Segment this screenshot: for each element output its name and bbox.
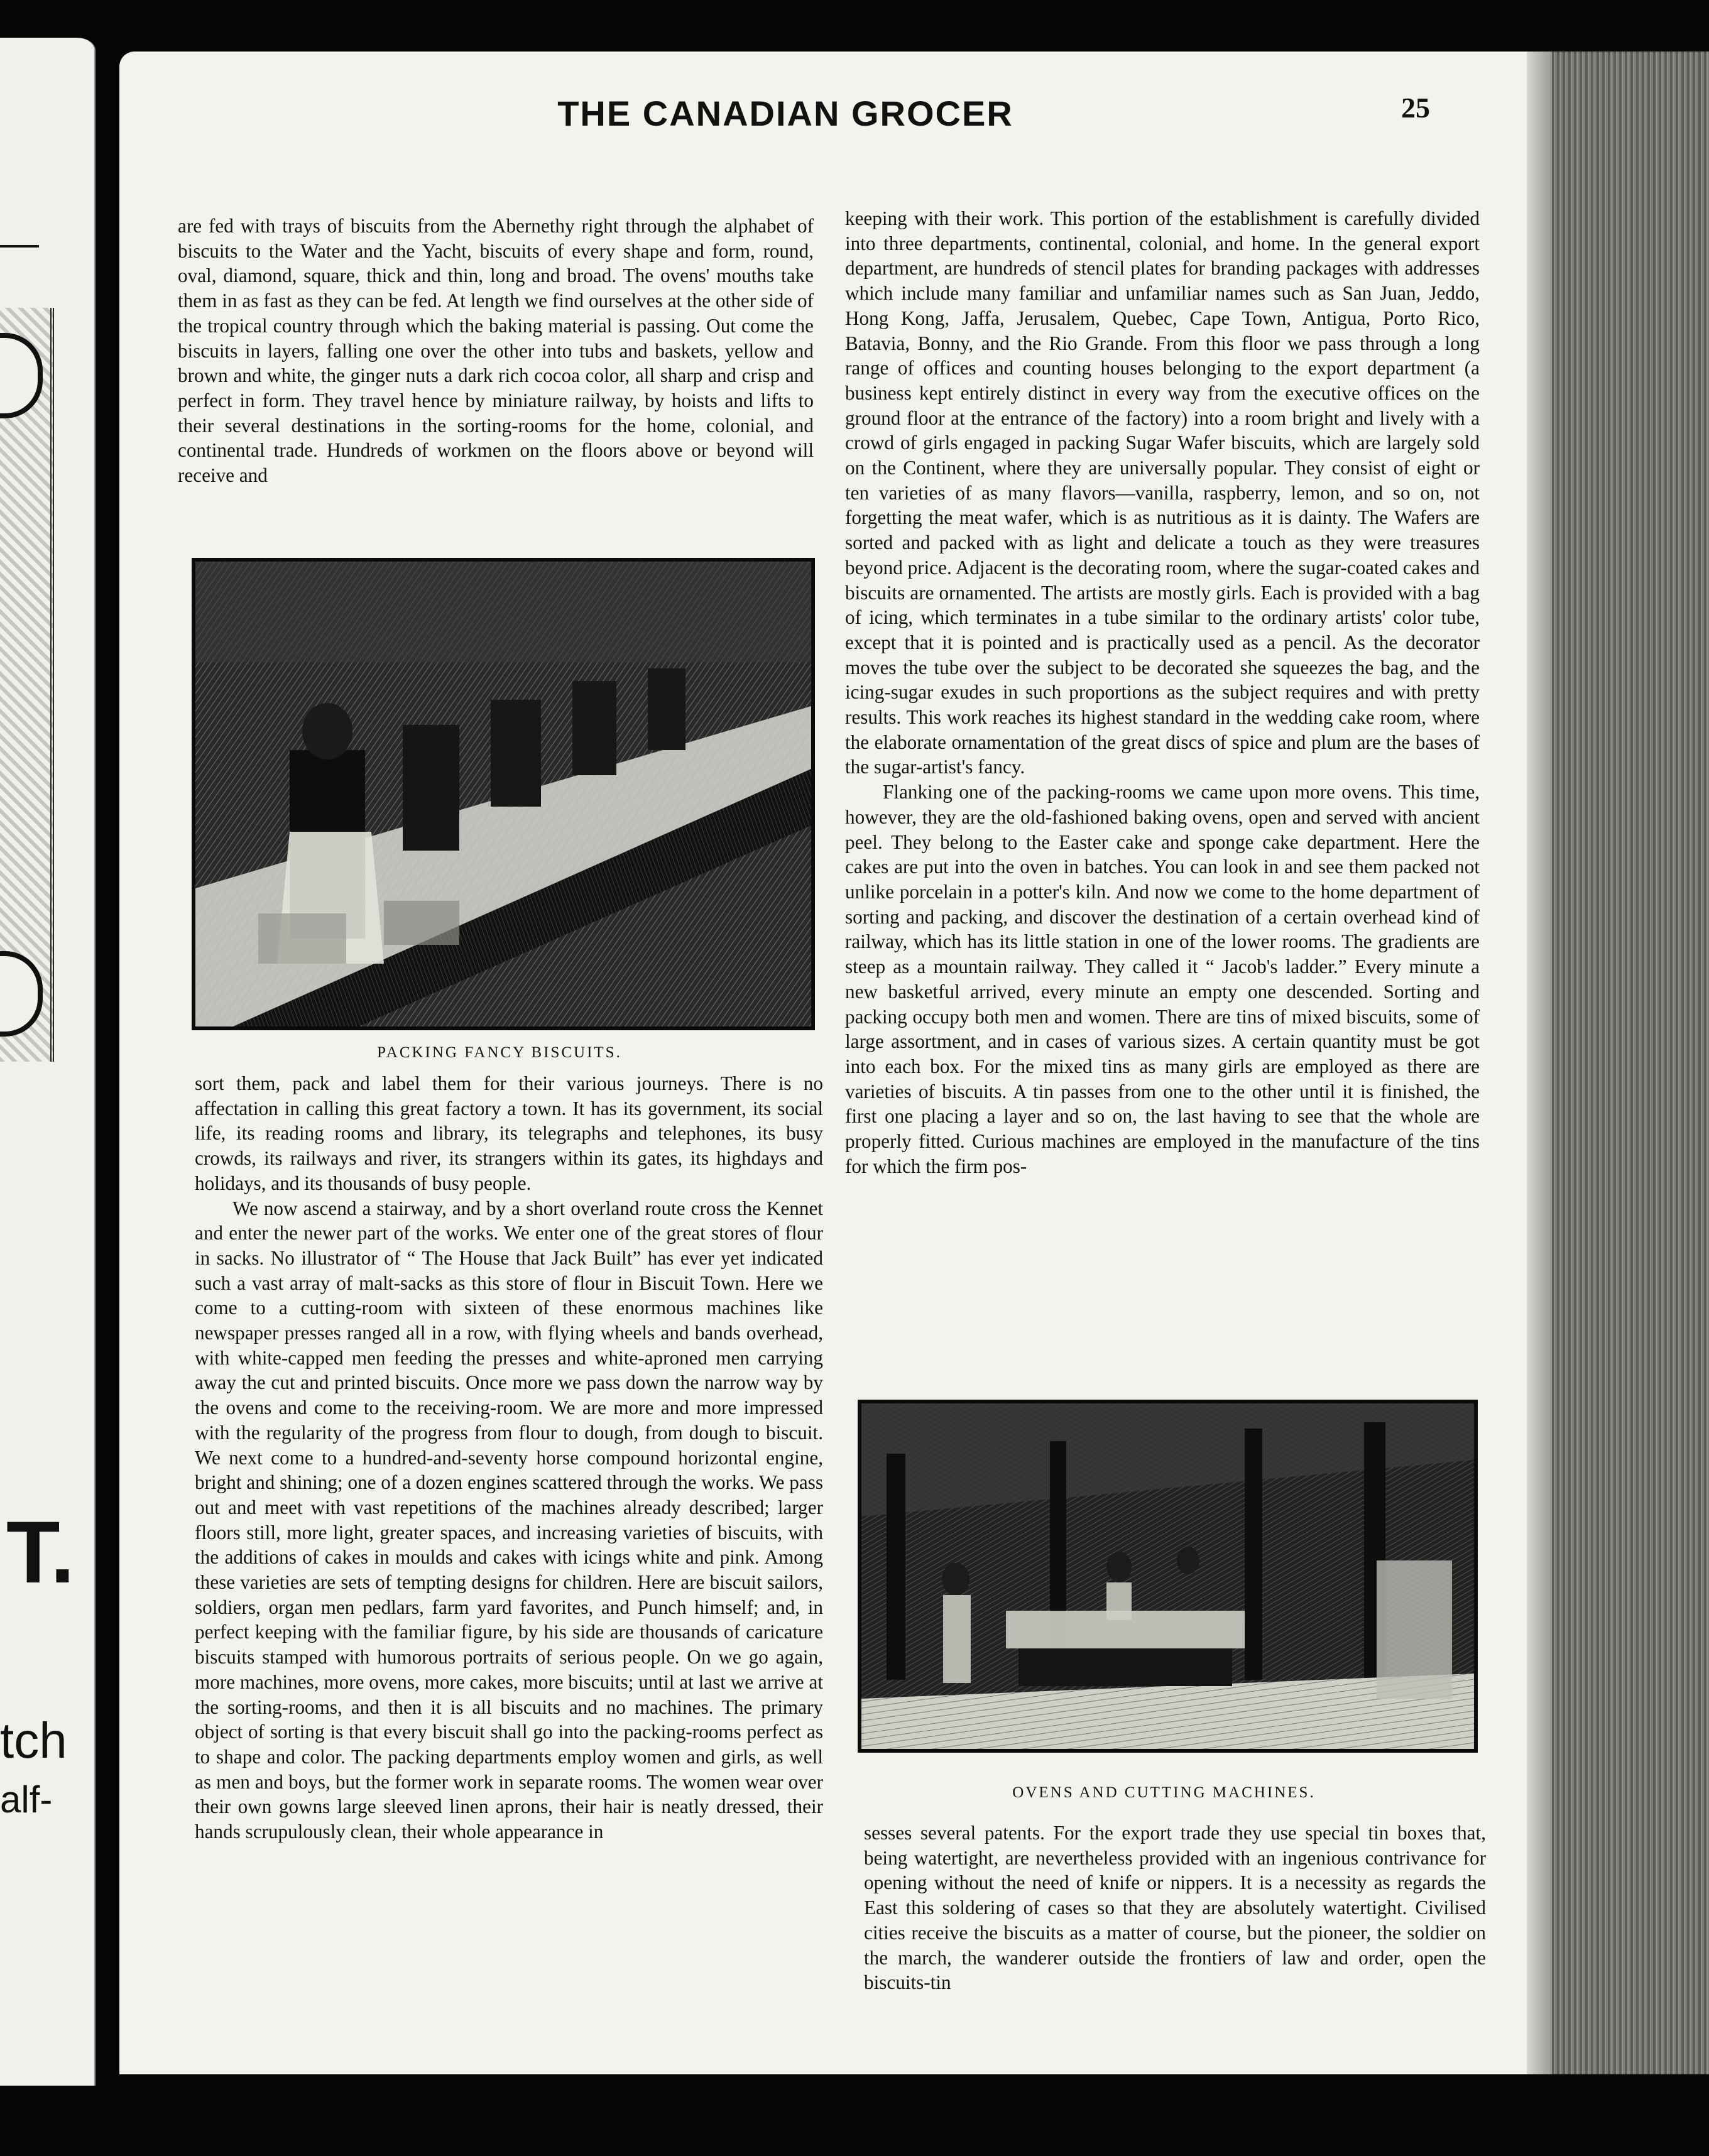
article-column-left-bottom <box>195 1071 823 1844</box>
figure-caption-packing: PACKING FANCY BISCUITS. <box>377 1044 622 1061</box>
packing-fancy-biscuits-engraving <box>192 558 815 1030</box>
engraving-illustration <box>195 562 811 1026</box>
left-page-fragment-alf: alf- <box>0 1778 53 1821</box>
page-title: THE CANADIAN GROCER <box>557 94 1013 133</box>
paragraph: sort them, pack and label them for their various journeys. There is no affectation in calling this great factory a town. It has its government, its social life, its reading rooms and library, its telegraphs and telephones, its busy crowds, its railways and river, its strangers within its gates, its highdays and holidays, and its thousands of busy people. <box>195 1072 823 1194</box>
figure-caption-ovens: OVENS AND CUTTING MACHINES. <box>1012 1784 1316 1801</box>
ovens-and-cutting-machines-engraving <box>858 1400 1478 1753</box>
engraving-illustration <box>861 1403 1474 1749</box>
article-column-left-top <box>178 214 814 488</box>
left-page-rule <box>0 245 39 248</box>
left-page-fragment-tch: tch <box>0 1712 67 1768</box>
paragraph: are fed with trays of biscuits from the Abernethy right through the alphabet of biscuits to the Water and the Yacht, biscuits of every shape and form, round, oval, diamond, square, thick and thin, long and broad. The ovens' mouths take them in as fast as they can be fed. At length we find ourselves at the other side of the tropical country through which the baking material is passing. Out come the biscuits in layers, falling one over the other into tubs and baskets, yellow and brown and white, the ginger nuts a dark rich cocoa color, all sharp and crisp and perfect in form. They travel hence by miniature railway, by hoists and lifts to their several destinations in the sorting-rooms for the home, colonial, and continental trade. Hundreds of workmen on the floors above or beyond will receive and <box>178 215 814 487</box>
book-fore-edge <box>1527 52 1709 2074</box>
paragraph: Flanking one of the packing-rooms we came upon more ovens. This time, however, they are the old-fashioned baking ovens, open and served with ancient peel. They belong to the Easter cake and sponge cake department. Here the cakes are put into the oven in batches. You can look in and see them packed not unlike porcelain in a potter's kiln. And now we come to the home department of sorting and packing, and discover the destination of a certain overhead kind of railway, which has its little station in one of the lower rooms. The gradients are steep as a mountain railway. They called it “ Jacob's ladder.” Every minute a new basketful arrived, every minute an empty one descended. Sorting and packing occupy both men and women. There are tins of mixed biscuits, some of large assortment, and in cases of various sizes. A certain quantity must be got into each box. For the mixed tins as many girls are employed as there are varieties of biscuits. A tin passes from one to the other until it is finished, the first one placing a layer and so on, the last having to see that the whole are properly fitted. Curious machines are employed in the manufacture of the tins for which the firm pos- <box>845 781 1480 1177</box>
paragraph: We now ascend a stairway, and by a short overland route cross the Kennet and enter the newer part of the works. We enter one of the great stores of flour in sacks. No illustrator of “ The House that Jack Built” has ever yet indicated such a vast array of malt-sacks as this store of flour in Biscuit Town. Here we come to a cutting-room with sixteen of these enormous machines like newspaper presses ranged all in a row, with flying wheels and bands overhead, with white-capped men feeding the presses and white-aproned men carrying away the cut and printed biscuits. Once more we pass down the narrow way by the ovens and come to the receiving-room. We are more and more impressed with the regularity of the progress from flour to dough, from dough to biscuit. We next come to a hundred-and-seventy horse compound horizontal engine, bright and shining; one of a dozen engines scattered through the works. We pass out and meet with vast repetitions of the machines already described; larger floors still, more light, greater spaces, and increasing varieties of biscuits, with the additions of cakes in moulds and cakes with icings white and pink. Among these varieties are sets of tempting designs for children. Here are biscuit sailors, soldiers, organ men pedlars, farm yard favorites, and Punch himself; and, in perfect keeping with the familiar figure, by his side are thousands of caricature biscuits stamped with humorous portraits of serious people. On we go again, more machines, more ovens, more cakes, more biscuits; until at last we arrive at the sorting-rooms, and then it is all biscuits and no machines. The primary object of sorting is that every biscuit shall go into the packing-rooms perfect as to shape and color. The packing departments employ women and girls, as well as men and boys, but the former work in separate rooms. The women wear over their own gowns large sleeved linen aprons, their hair is neatly dressed, their hands scrupulously clean, their whole appearance in <box>195 1197 823 1843</box>
left-page <box>0 38 96 2086</box>
article-column-right-bottom <box>864 1821 1486 1995</box>
paragraph: sesses several patents. For the export trade they use special tin boxes that, being watertight, are nevertheless provided with an ingenious contrivance for opening without the need of knife or nippers. It is a necessity as regards the East this soldering of cases so that they are absolutely watertight. Civilised cities receive the biscuits as a matter of course, but the pioneer, the soldier on the march, the wanderer outside the frontiers of law and order, open the biscuits-tin <box>864 1822 1486 1994</box>
left-page-fragment-t: T. <box>6 1503 75 1601</box>
paragraph: keeping with their work. This portion of the establishment is carefully divided into three departments, continental, colonial, and home. In the general export department, are hundreds of stencil plates for branding packages with addresses which include many familiar and unfamiliar names such as San Juan, Jeddo, Hong Kong, Jaffa, Jerusalem, Quebec, Cape Town, Antigua, Porto Rico, Batavia, Bonny, and the Rio Grande. From this floor we pass through a long range of offices and counting houses belonging to the export department (a business kept entirely distinct in every way from the executive offices on the ground floor at the entrance of the factory) into a room bright and lively with a crowd of girls engaged in packing Sugar Wafer biscuits, which are largely sold on the Continent, where they are universally popular. They consist of eight or ten varieties of as many flavors—vanilla, raspberry, lemon, and so on, not forgetting the meat wafer, which is as nutritious as it is dainty. The Wafers are sorted and packed with as light and delicate a touch as they were treasures beyond price. Adjacent is the decorating room, where the sugar-coated cakes and biscuits are ornamented. The artists are mostly girls. Each is provided with a bag of icing, which terminates in a tube similar to the ordinary artists' color tube, except that it is pointed and is practically used as a pencil. As the decorator moves the tube over the subject to be decorated she squeezes the bag, and the icing-sugar exudes in such proportions as the subject requires and with pretty results. This work reaches its highest standard in the wedding cake room, where the elaborate ornamentation of the great discs of spice and plum are the bases of the sugar-artist's fancy. <box>845 207 1480 778</box>
article-column-right-top <box>845 206 1480 1179</box>
left-page-ornamental-border <box>0 308 54 1062</box>
page-number: 25 <box>1401 92 1430 124</box>
